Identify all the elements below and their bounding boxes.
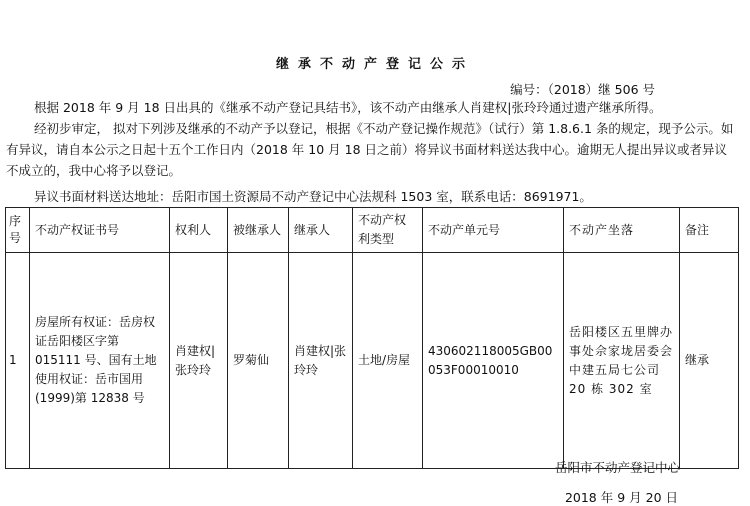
header-seq: 序号 — [6, 208, 30, 253]
registration-table — [5, 207, 739, 469]
header-location: 不动产坐落 — [564, 208, 680, 253]
header-right-type: 不动产权利类型 — [353, 208, 423, 253]
cell-heir: 肖建权|张玲玲 — [289, 253, 353, 469]
document-number: 编号：（2018）继 506 号 — [510, 82, 655, 97]
issuing-organization: 岳阳市不动产登记中心 — [554, 460, 680, 475]
cell-unit-number: 430602118005GB00053F00010010 — [423, 253, 564, 469]
cell-seq: 1 — [6, 253, 30, 469]
header-cert-number: 不动产权证书号 — [30, 208, 170, 253]
paragraph-basis: 根据 2018 年 9 月 18 日出具的《继承不动产登记具结书》，该不动产由继承人肖建权|张玲玲通过遗产继承所得。 — [34, 100, 662, 115]
cell-right-type: 土地/房屋 — [353, 253, 423, 469]
header-heir: 继承人 — [289, 208, 353, 253]
cell-owner: 肖建权|张玲玲 — [170, 253, 228, 469]
header-decedent: 被继承人 — [228, 208, 289, 253]
cell-decedent: 罗菊仙 — [228, 253, 289, 469]
header-unit-number: 不动产单元号 — [423, 208, 564, 253]
issue-date: 2018 年 9 月 20 日 — [564, 490, 678, 505]
paragraph-objection-notice: 经初步审定， 拟对下列涉及继承的不动产予以登记，根据《不动产登记操作规范》（试行）第 1.8.6.1 条的规定，现予公示。如有异议，请自本公示之日起十五个工作日内（2018 年 10 月 18 日之前）将异议书面材料送达我中心。逾期无人提出异议或者异议不成立的，我中心将予以登记。 — [6, 121, 734, 178]
header-remark: 备注 — [680, 208, 739, 253]
cell-remark: 继承 — [680, 253, 739, 469]
cell-cert-number: 房屋所有权证：岳房权证岳阳楼区字第015111 号、国有土地使用权证：岳市国用(1999)第 12838 号 — [30, 253, 170, 469]
cell-location: 岳阳楼区五里牌办事处佘家垅居委会中建五局七公司 20 栋 302 室 — [564, 253, 680, 469]
table-row — [6, 253, 739, 469]
table-header-row — [6, 208, 739, 253]
header-owner: 权利人 — [170, 208, 228, 253]
notice-title: 继承不动产登记公示 — [275, 57, 474, 72]
paragraph-address: 异议书面材料送达地址：岳阳市国土资源局不动产登记中心法规科 1503 室，联系电话：8691971。 — [34, 189, 592, 204]
